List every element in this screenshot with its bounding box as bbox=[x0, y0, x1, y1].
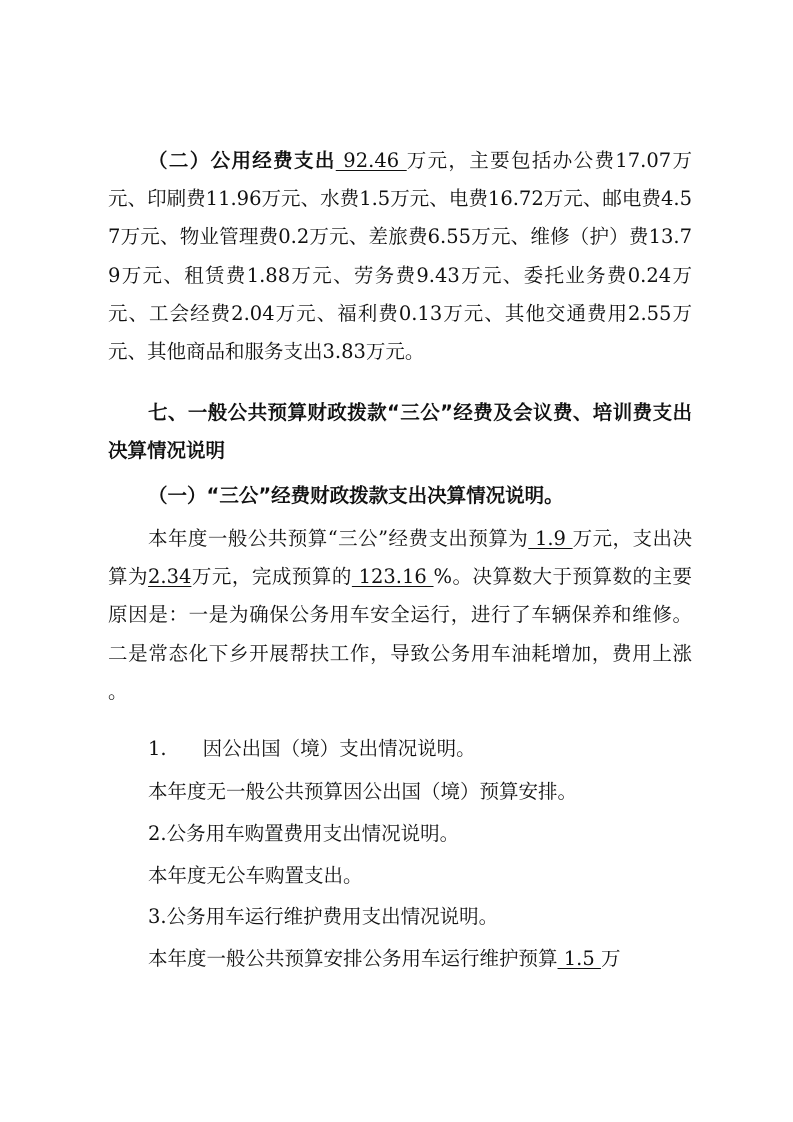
public-expense-heading: （二）公用经费支出 bbox=[148, 149, 336, 172]
item-3-text-1: 本年度一般公共预算安排公务用车运行维护预算 bbox=[148, 947, 558, 970]
item-3-text bbox=[108, 940, 692, 978]
three-public-final: 2.34 bbox=[148, 565, 192, 589]
item-2-title: 2.公务用车购置费用支出情况说明。 bbox=[148, 822, 460, 845]
three-public-budget: 1.9 bbox=[528, 527, 573, 550]
item-3-title: 3.公务用车运行维护费用支出情况说明。 bbox=[148, 905, 499, 928]
section-7-title: 七、一般公共预算财政拨款“三公”经费及会议费、培训费支出决算情况说明 bbox=[108, 401, 692, 463]
public-expense-paragraph bbox=[108, 142, 692, 371]
three-public-percent: 123.16 bbox=[351, 565, 434, 589]
subsection-1-title: （一）“三公”经费财政拨款支出决算情况说明。 bbox=[148, 484, 564, 507]
item-2-text: 本年度无公车购置支出。 bbox=[148, 864, 363, 887]
three-public-text-3: 万元，完成预算的 bbox=[191, 565, 352, 589]
item-1-number: 1. bbox=[148, 737, 167, 760]
item-1-title-text: 因公出国（境）支出情况说明。 bbox=[202, 737, 476, 760]
three-public-text-1: 本年度一般公共预算“三公”经费支出预算为 bbox=[148, 527, 529, 550]
item-1-text: 本年度无一般公共预算因公出国（境）预算安排。 bbox=[148, 780, 578, 803]
item-1-title bbox=[108, 730, 692, 768]
three-public-text-2: 万元，支出决算为 bbox=[108, 527, 692, 589]
three-public-expense-paragraph bbox=[108, 520, 692, 711]
item-3-text-2: 万 bbox=[600, 947, 621, 970]
public-expense-amount: 92.46 bbox=[335, 149, 407, 172]
item-3-amount: 1.5 bbox=[557, 947, 601, 970]
public-expense-detail: 万元，主要包括办公费17.07万元、印刷费11.96万元、水费1.5万元、电费16.72万元、邮电费4.57万元、物业管理费0.2万元、差旅费6.55万元、维修（护）费13.79万元、租赁费1.88万元、劳务费9.43万元、委托业务费0.24万元、工会经费2.04万元、福利费0.13万元、其他交通费用2.55万元、其他商品和服务支出3.83万元。 bbox=[108, 149, 692, 364]
three-public-text-4: %。决算数大于预算数的主要原因是：一是为确保公务用车安全运行，进行了车辆保养和维修。二是常态化下乡开展帮扶工作，导致公务用车油耗增加，费用上涨 。 bbox=[108, 565, 692, 703]
